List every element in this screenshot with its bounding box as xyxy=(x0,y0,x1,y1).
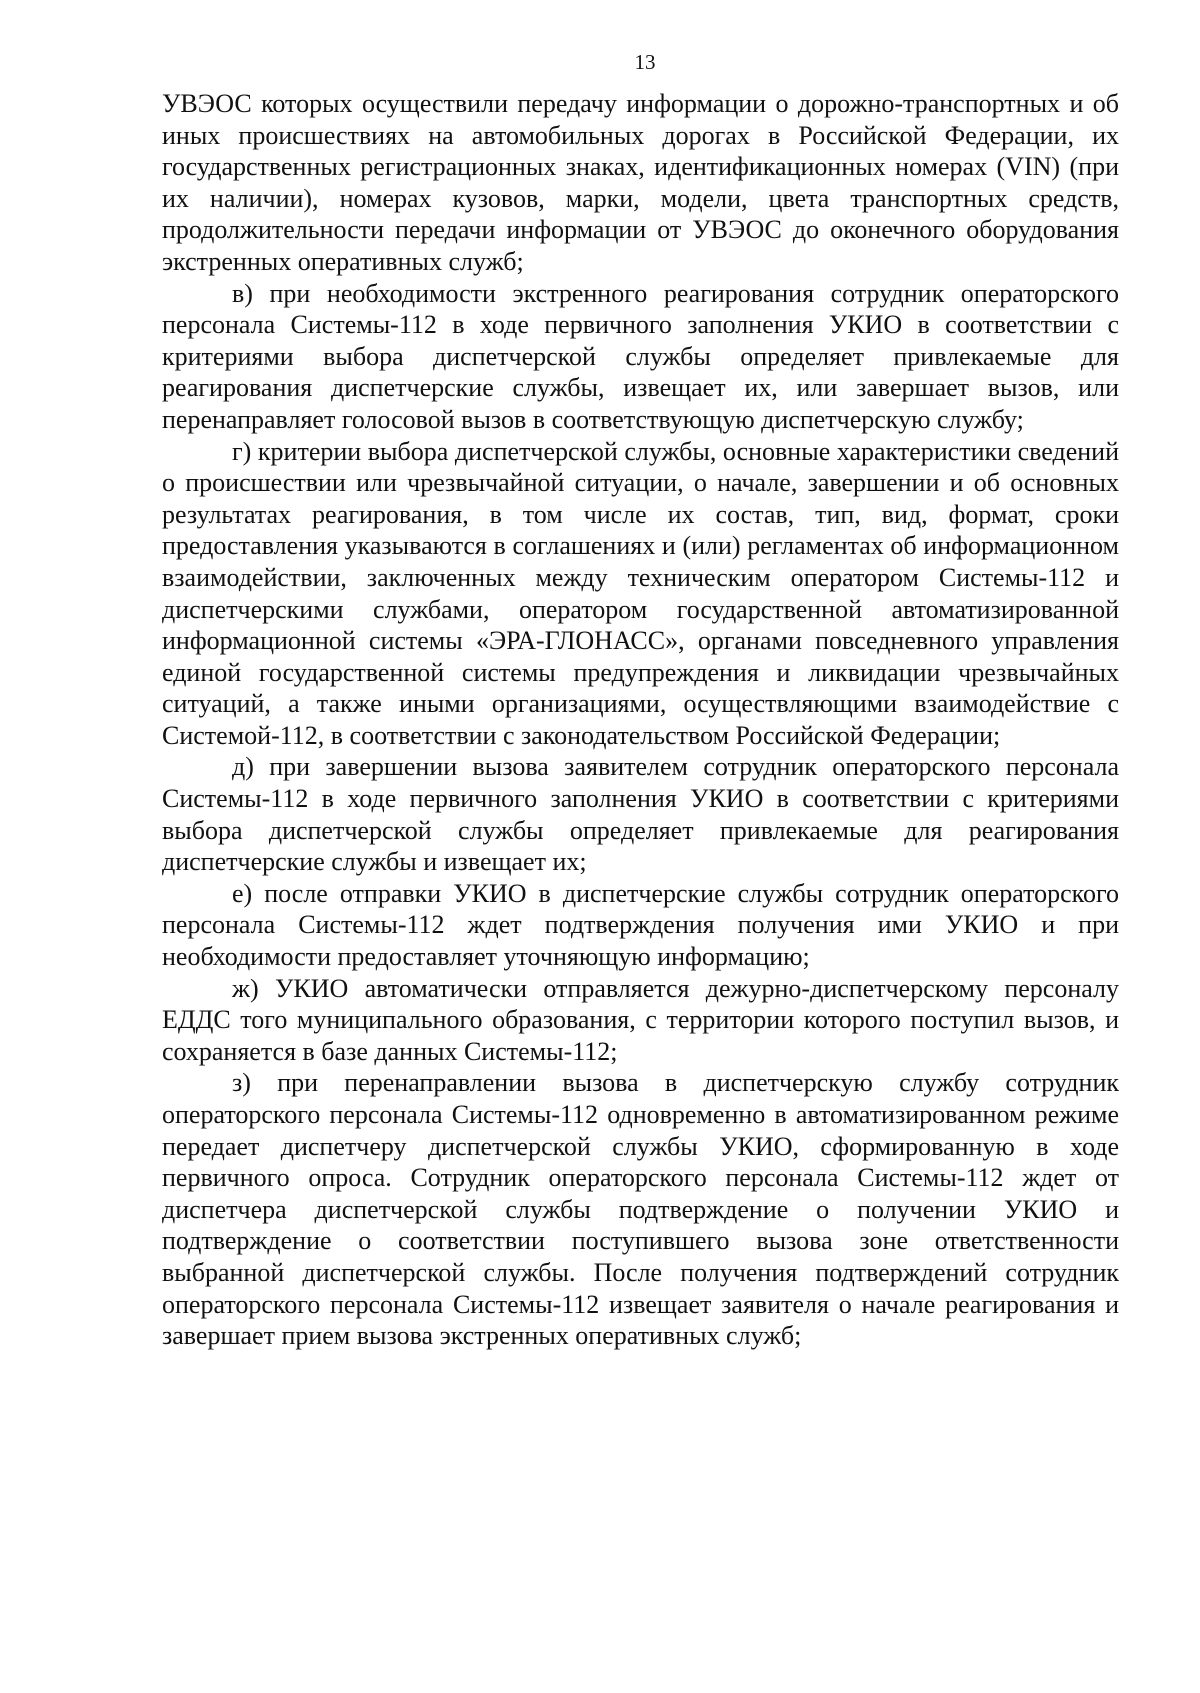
paragraph-item-z: з) при перенаправлении вызова в диспетчерскую службу сотрудник операторского персонала Системы-112 одновременно в автоматизированном режиме передает диспетчеру диспетчерской службы УКИО, сформированную в ходе первичного опроса. Сотрудник операторского персонала Системы-112 ждет от диспетчера диспетчерской службы подтверждение о получении УКИО и подтверждение о соответствии поступившего вызова зоне ответственности выбранной диспетчерской службы. После получения подтверждений сотрудник операторского персонала Системы-112 извещает заявителя о начале реагирования и завершает прием вызова экстренных оперативных служб; xyxy=(162,1068,1119,1351)
paragraph-item-g: г) критерии выбора диспетчерской службы, основные характеристики сведений о происшествии или чрезвычайной ситуации, о начале, завершении и об основных результатах реагирования, в том числе их состав, тип, вид, формат, сроки предоставления указываются в соглашениях и (или) регламентах об информационном взаимодействии, заключенных между техническим оператором Системы-112 и диспетчерскими службами, оператором государственной автоматизированной информационной системы «ЭРА-ГЛОНАСС», органами повседневного управления единой государственной системы предупреждения и ликвидации чрезвычайных ситуаций, а также иными организациями, осуществляющими взаимодействие с Системой-112, в соответствии с законодательством Российской Федерации; xyxy=(162,436,1119,750)
paragraph-item-e: е) после отправки УКИО в диспетчерские службы сотрудник операторского персонала Системы-112 ждет подтверждения получения ими УКИО и при необходимости предоставляет уточняющую информацию; xyxy=(162,878,1119,972)
document-body xyxy=(162,88,1119,1352)
paragraph-item-d: д) при завершении вызова заявителем сотрудник операторского персонала Системы-112 в ходе первичного заполнения УКИО в соответствии с критериями выбора диспетчерской службы определяет привлекаемые для реагирования диспетчерские службы и извещает их; xyxy=(162,752,1119,877)
paragraph-item-zh: ж) УКИО автоматически отправляется дежурно-диспетчерскому персоналу ЕДДС того муниципального образования, с территории которого поступил вызов, и сохраняется в базе данных Системы-112; xyxy=(162,973,1119,1066)
page-number: 13 xyxy=(634,50,656,74)
paragraph-item-v: в) при необходимости экстренного реагирования сотрудник операторского персонала Системы-112 в ходе первичного заполнения УКИО в соответствии с критериями выбора диспетчерской службы определяет привлекаемые для реагирования диспетчерские службы, извещает их, или завершает вызов, или перенаправляет голосовой вызов в соответствующую диспетчерскую службу; xyxy=(162,278,1119,434)
paragraph-continuation: УВЭОС которых осуществили передачу информации о дорожно-транспортных и об иных происшествиях на автомобильных дорогах в Российской Федерации, их государственных регистрационных знаках, идентификационных номерах (VIN) (при их наличии), номерах кузовов, марки, модели, цвета транспортных средств, продолжительности передачи информации от УВЭОС до оконечного оборудования экстренных оперативных служб; xyxy=(162,89,1119,276)
